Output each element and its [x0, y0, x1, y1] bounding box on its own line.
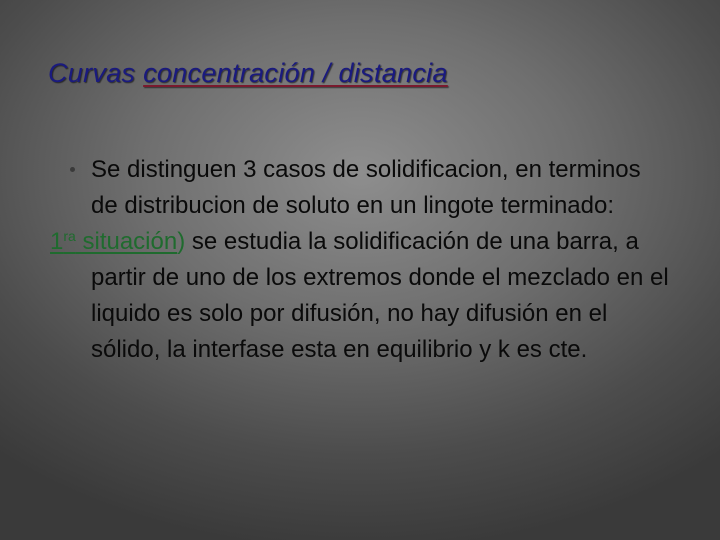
bullet-text: Se distinguen 3 casos de solidificacion, en terminos de distribucion de soluto en un lingote terminado:	[91, 156, 641, 219]
situacion-word: situación	[75, 228, 178, 255]
situacion-text: se estudia la solidificación de una barra, a partir de uno de los extremos donde el mezclado en el liquido es solo por difusión, no hay difusión en el sólido, la interfase esta en equilibrio y k es cte.	[91, 228, 669, 363]
title-prefix: Curvas	[48, 58, 144, 88]
situacion-paragraph	[50, 224, 670, 368]
bullet-paragraph	[50, 152, 670, 224]
slide-body	[50, 152, 670, 368]
title-underlined: concentración / distancia	[143, 58, 448, 88]
situacion-label	[50, 228, 177, 255]
situacion-paren: )	[177, 228, 186, 255]
bullet-dot-icon	[70, 167, 75, 172]
situacion-sup: ra	[63, 228, 76, 244]
situacion-number: 1	[50, 228, 64, 255]
slide-title	[48, 58, 448, 89]
